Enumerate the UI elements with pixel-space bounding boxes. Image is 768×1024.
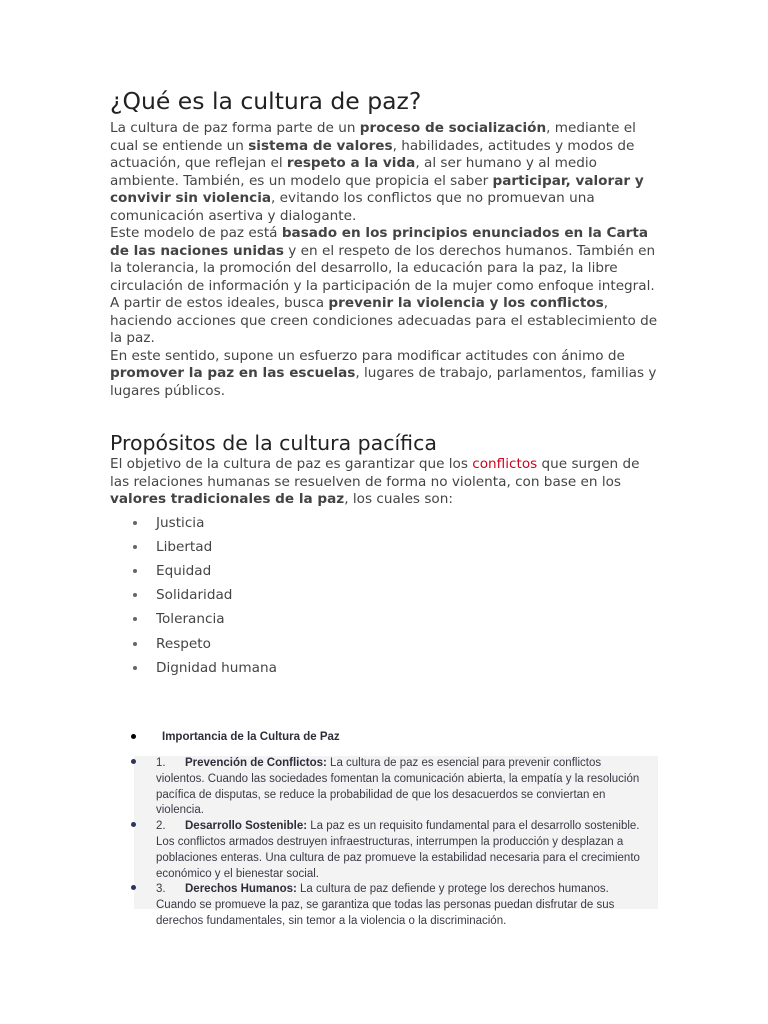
article	[110, 86, 658, 680]
item-text: La paz es un requisito fundamental para el desarrollo sostenible. Los conflictos armados destruyen infraestructuras, interrumpen la producción y desplazan a poblaciones enteras. Una cultura de paz promueve la estabilidad necesaria para el crecimiento económico y el bienestar social.	[156, 820, 640, 880]
list-item: Equidad	[110, 559, 658, 583]
item-number: 1.	[156, 757, 166, 769]
importance-item	[134, 882, 658, 929]
item-label: Prevención de Conflictos:	[185, 757, 327, 769]
bold-text: participar, valorar y convivir sin violencia	[110, 172, 644, 206]
list-item: Solidaridad	[110, 583, 658, 607]
item-number: 2.	[156, 820, 166, 833]
text: y en el respeto de los derechos humanos. También en la tolerancia, la promoción del desarrollo, la educación para la paz, la libre circulación de información y la participación de la mujer como enfoque integral.	[110, 242, 656, 294]
item-number: 3.	[156, 883, 166, 896]
paragraph-objetivo	[110, 456, 658, 509]
importance-item	[134, 756, 658, 819]
list-item: Libertad	[110, 535, 658, 559]
paragraph-ideales	[110, 295, 658, 348]
values-list	[110, 511, 658, 680]
text: En este sentido, supone un esfuerzo para modificar actitudes con ánimo de	[110, 347, 625, 364]
bold-text: prevenir la violencia y los conflictos	[328, 295, 604, 311]
list-item: Tolerancia	[110, 607, 658, 631]
text: , los cuales son:	[344, 491, 453, 507]
text: que surgen de las relaciones humanas se resuelven de forma no violenta, con base en los	[110, 456, 640, 490]
text: , al ser humano y al medio ambiente. También, es un modelo que propicia el saber	[110, 155, 597, 189]
text: , lugares de trabajo, parlamentos, familias y lugares públicos.	[110, 365, 657, 399]
item-label: Desarrollo Sostenible:	[185, 820, 308, 833]
importance-title: Importancia de la Cultura de Paz	[162, 731, 340, 743]
section-title-cultura-de-paz: ¿Qué es la cultura de paz?	[110, 87, 422, 115]
text: , habilidades, actitudes y modos de actuación, que reflejan el	[110, 137, 635, 171]
bold-text: respeto a la vida	[286, 155, 416, 171]
text: , haciendo acciones que creen condiciones adecuadas para el establecimiento de la paz.	[110, 295, 658, 346]
text: La cultura de paz forma parte de un	[110, 120, 360, 136]
bold-text: proceso de socialización	[359, 120, 547, 136]
paragraph-esfuerzo	[110, 348, 658, 401]
section-title-propositos: Propósitos de la cultura pacífica	[110, 431, 437, 455]
text: , evitando los conflictos que no promuevan una comunicación asertiva y dialogante.	[110, 190, 595, 224]
bullet-icon	[131, 822, 136, 827]
bold-text: promover la paz en las escuelas	[110, 365, 356, 381]
item-label: Derechos Humanos:	[185, 883, 297, 896]
bold-text: sistema de valores	[248, 137, 393, 154]
paragraph-definicion	[110, 120, 658, 225]
item-text: La cultura de paz defiende y protege los derechos humanos. Cuando se promueve la paz, se garantiza que todas las personas puedan disfrutar de sus derechos fundamentales, sin temor a la violencia o la discriminación.	[156, 883, 615, 927]
text: Este modelo de paz está	[110, 225, 282, 241]
bullet-icon	[131, 759, 136, 764]
list-item: Justicia	[110, 511, 658, 535]
paragraph-modelo	[110, 225, 658, 295]
list-item: Respeto	[110, 632, 658, 656]
conflictos-link[interactable]: conflictos	[472, 456, 538, 472]
text: El objetivo de la cultura de paz es garantizar que los	[110, 456, 473, 472]
item-text: La cultura de paz es esencial para prevenir conflictos violentos. Cuando las sociedades fomentan la comunicación abierta, la empatía y la resolución pacífica de disputas, se reduce la probabilidad de que los desacuerdos se conviertan en violencia.	[156, 757, 640, 817]
importance-item	[134, 819, 658, 882]
importance-box	[134, 756, 658, 927]
bullet-icon	[131, 885, 136, 890]
bold-text: basado en los principios enunciados en la Carta de las naciones unidas	[110, 225, 649, 259]
text: A partir de estos ideales, busca	[110, 295, 329, 311]
text: , mediante el cual se entiende un	[110, 120, 636, 154]
bullet-icon	[131, 734, 136, 739]
bold-text: valores tradicionales de la paz	[110, 491, 345, 507]
list-item: Dignidad humana	[110, 656, 658, 680]
